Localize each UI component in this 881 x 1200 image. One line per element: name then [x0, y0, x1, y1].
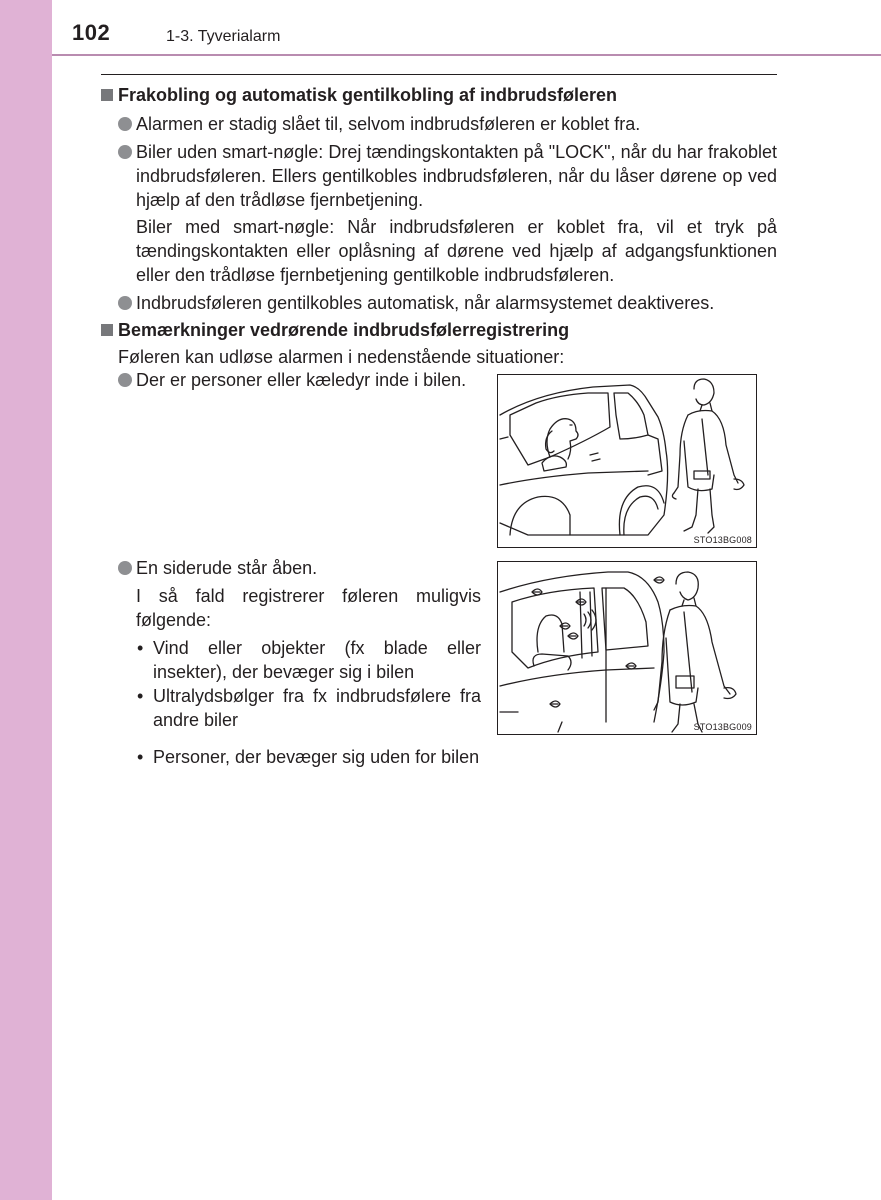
dash-bullet: • — [137, 747, 144, 767]
list-item — [101, 112, 777, 136]
section-heading-text: Bemærkninger vedrørende indbrudsfølerregistrering — [118, 320, 570, 340]
car-with-leaves-illustration — [498, 562, 756, 734]
figure-dog-in-car — [497, 374, 757, 548]
square-bullet-icon — [101, 89, 113, 101]
square-bullet-icon — [101, 324, 113, 336]
list-item-text: En siderude står åben. — [136, 558, 318, 578]
sub-list-item — [101, 684, 481, 732]
page-number: 102 — [72, 20, 111, 45]
list-item — [101, 556, 481, 580]
list-item-text: Biler uden smart-nøgle: Drej tændingskontakten på "LOCK", når du har frakoblet indbrudsføleren. Ellers gentilkobles indbrudsføleren, når du låser dørene op ved hjælp af den trådløse fjernbetjening. — [136, 142, 777, 210]
circle-bullet-icon — [118, 296, 132, 310]
sub-list-item-text: Personer, der bevæger sig uden for bilen — [153, 747, 480, 767]
dash-bullet: • — [137, 638, 144, 658]
circle-bullet-icon — [118, 561, 132, 575]
page-header — [52, 0, 881, 60]
list-item-text: Alarmen er stadig slået til, selvom indbrudsføleren er koblet fra. — [136, 114, 641, 134]
list-item — [101, 291, 777, 315]
section-intro: Føleren kan udløse alarmen i nedenstående situationer: — [118, 347, 565, 367]
detection-item-occupants — [101, 368, 481, 392]
section-heading-disarm — [101, 82, 777, 108]
dash-bullet: • — [137, 686, 144, 706]
sub-list-item-text: Vind eller objekter (fx blade eller insekter), der bevæger sig i bilen — [153, 638, 481, 682]
header-divider — [52, 54, 881, 56]
figure-code: STO13BG009 — [693, 722, 752, 732]
sub-list-item — [101, 745, 601, 769]
circle-bullet-icon — [118, 117, 132, 131]
figure-code: STO13BG008 — [693, 535, 752, 545]
section-heading-text: Frakobling og automatisk gentilkobling af indbrudsføleren — [118, 85, 618, 105]
section-heading-detection — [101, 317, 777, 343]
chapter-side-band — [0, 0, 52, 1200]
sub-list-item-text: Ultralydsbølger fra fx indbrudsfølere fra andre biler — [153, 686, 481, 730]
sub-paragraph: I så fald registrerer føleren muligvis følgende: — [136, 586, 481, 630]
figure-open-window — [497, 561, 757, 735]
main-content — [101, 82, 777, 369]
circle-bullet-icon — [118, 145, 132, 159]
chapter-title: 1-3. Tyverialarm — [166, 28, 281, 45]
list-item — [101, 140, 777, 212]
detection-item-open-window — [101, 556, 481, 732]
detection-item-outside — [101, 745, 601, 769]
list-item-text: Der er personer eller kæledyr inde i bilen. — [136, 370, 467, 390]
sub-list-item — [101, 636, 481, 684]
smart-key-paragraph: Biler med smart-nøgle: Når indbrudsføleren er koblet fra, vil et tryk på tændingskontakten eller oplåsning af dørene ved hjælp af adgangsfunktionen eller den trådløse fjernbetjening gentilkoble indbrudsføleren. — [136, 217, 777, 285]
list-item-text: Indbrudsføleren gentilkobles automatisk, når alarmsystemet deaktiveres. — [136, 293, 715, 313]
list-item — [101, 368, 481, 392]
circle-bullet-icon — [118, 373, 132, 387]
car-with-dog-illustration — [498, 375, 756, 547]
section-top-rule — [101, 74, 777, 75]
